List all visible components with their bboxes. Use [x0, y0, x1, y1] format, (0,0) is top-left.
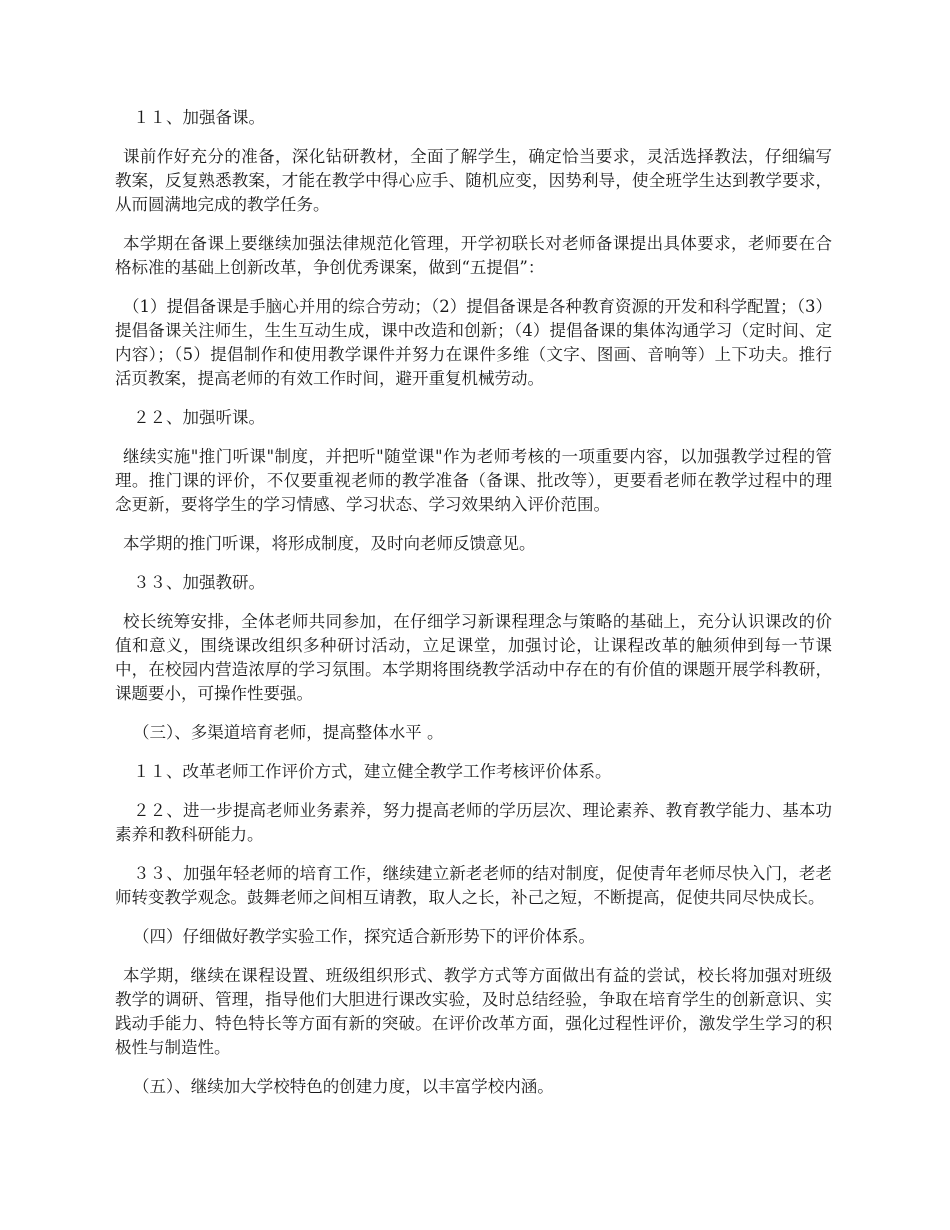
- paragraph: 本学期在备课上要继续加强法律规范化管理，开学初联长对老师备课提出具体要求，老师要在合格标准的基础上创新改革，争创优秀课案，做到“五提倡”：: [115, 234, 832, 277]
- section-heading: （四）仔细做好教学实验工作，探究适合新形势下的评价体系。: [133, 927, 595, 946]
- section-heading: （五）、继续加大学校特色的创建力度，以丰富学校内涵。: [133, 1077, 554, 1096]
- paragraph: 校长统筹安排，全体老师共同参加，在仔细学习新课程理念与策略的基础上，充分认识课改的价值和意义，围绕课改组织多种研讨活动，立足课堂，加强讨论，让课程改革的触须伸到每一节课中，在校园内营造浓厚的学习氛围。本学期将围绕教学活动中存在的有价值的课题开展学科教研，课题要小，可操作性要强。: [115, 612, 832, 703]
- section-heading: １１、加强备课。: [133, 108, 265, 127]
- section-heading: ３３、加强年轻老师的培育工作，继续建立新老老师的结对制度，促使青年老师尽快入门，老老师转变教学观念。鼓舞老师之间相互请教，取人之长，补己之短，不断提高，促使共同尽快成长。: [115, 864, 832, 907]
- section-heading: ３３、加强教研。: [133, 573, 265, 592]
- section-heading: ２２、加强听课。: [133, 408, 265, 427]
- paragraph: 本学期，继续在课程设置、班级组织形式、教学方式等方面做出有益的尝试，校长将加强对班级教学的调研、管理，指导他们大胆进行课改实验，及时总结经验，争取在培育学生的创新意识、实践动手能力、特色特长等方面有新的突破。在评价改革方面，强化过程性评价，激发学生学习的积极性与制造性。: [115, 966, 832, 1057]
- section-heading: ２２、进一步提高老师业务素养，努力提高老师的学历层次、理论素养、教育教学能力、基本功素养和教科研能力。: [115, 801, 832, 844]
- paragraph: 本学期的推门听课，将形成制度，及时向老师反馈意见。: [123, 534, 536, 553]
- paragraph: （1）提倡备课是手脑心并用的综合劳动；（2）提倡备课是各种教育资源的开发和科学配置；（3）提倡备课关注师生，生生互动生成，课中改造和创新；（4）提倡备课的集体沟通学习（定时间、定内容）；（5）提倡制作和使用教学课件并努力在课件多维（文字、图画、音响等）上下功夫。推行活页教案，提高老师的有效工作时间，避开重复机械劳动。: [115, 297, 832, 388]
- section-heading: （三）、多渠道培育老师，提高整体水平 。: [133, 723, 444, 742]
- paragraph: 继续实施"推门听课"制度，并把听"随堂课"作为老师考核的一项重要内容，以加强教学过程的管理。推门课的评价，不仅要重视老师的教学准备（备课、批改等），更要看老师在教学过程中的理念更新，要将学生的学习情感、学习状态、学习效果纳入评价范围。: [115, 447, 832, 514]
- paragraph: 课前作好充分的准备，深化钻研教材，全面了解学生，确定恰当要求，灵活选择教法，仔细编写教案，反复熟悉教案，才能在教学中得心应手、随机应变，因势利导，使全班学生达到教学要求，从而圆满地完成的教学任务。: [115, 147, 832, 214]
- section-heading: １１、改革老师工作评价方式，建立健全教学工作考核评价体系。: [133, 762, 612, 781]
